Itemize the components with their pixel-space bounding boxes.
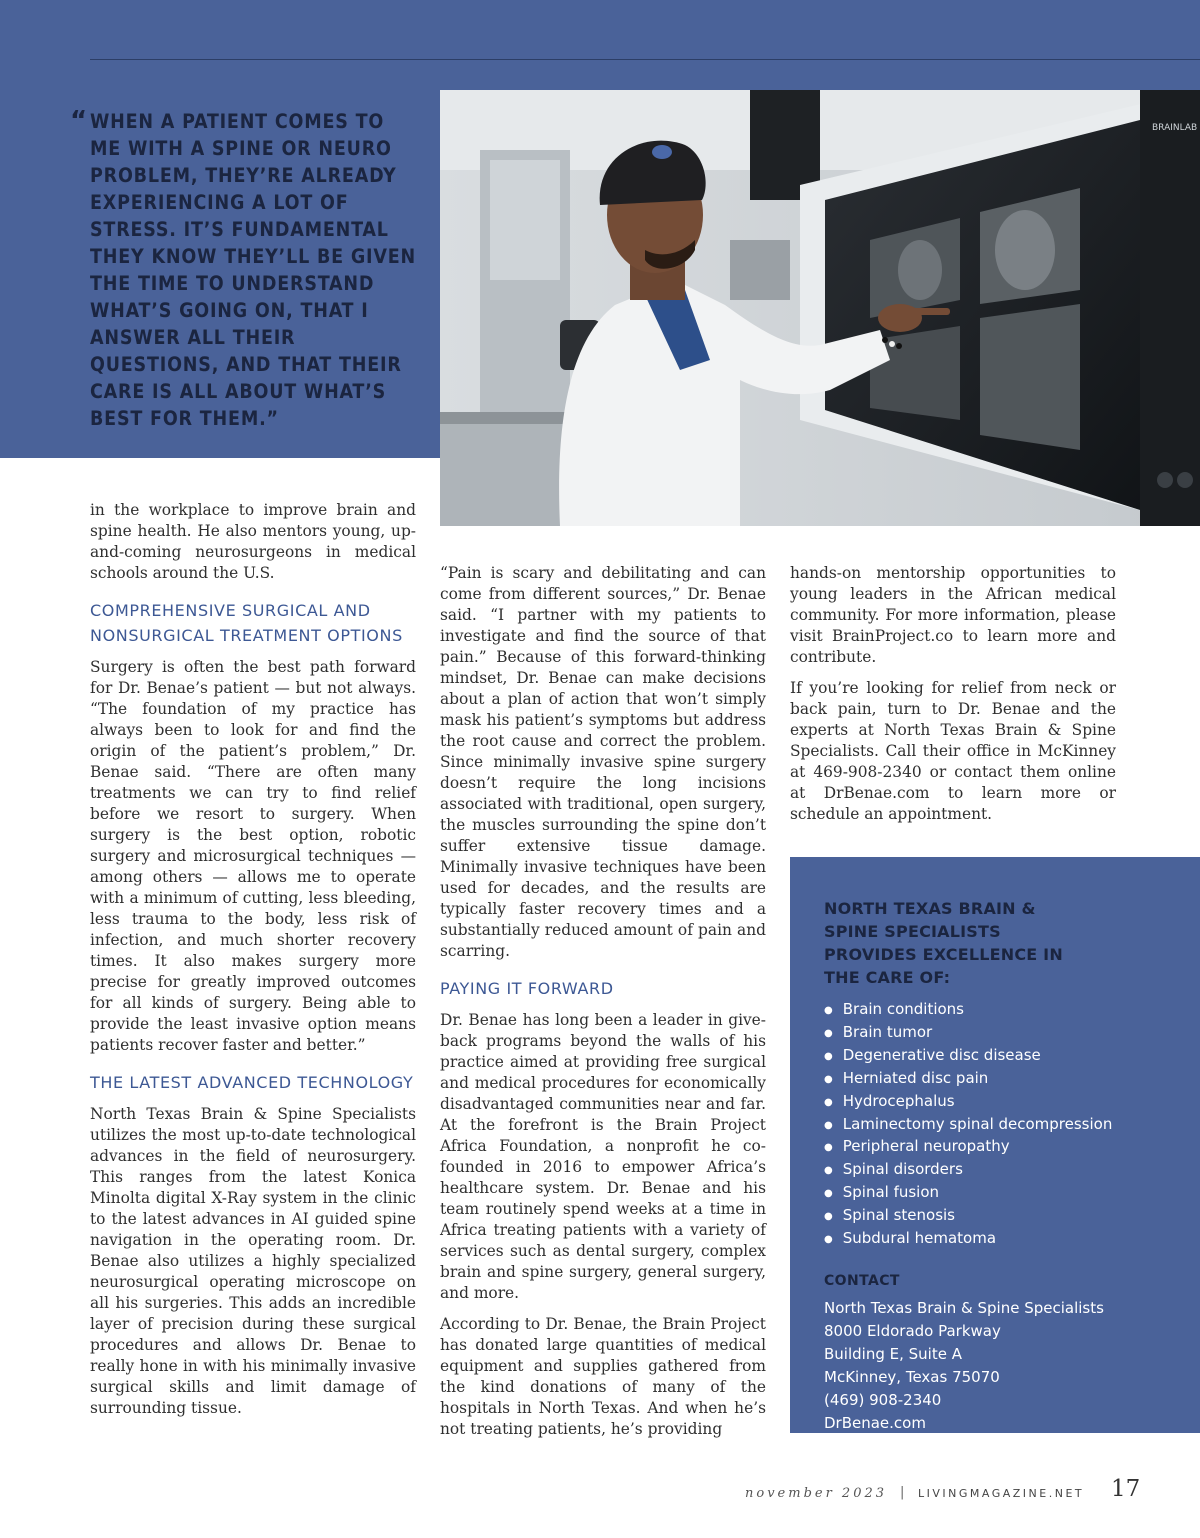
paragraph: “Pain is scary and debilitating and can come from different sources,” Dr. Benae said. “I partner with my patients to investigate and find the source of that pain.” Because of this forward-thinking mindset, Dr. Benae can make decisions about a plan of action that won’t simply mask his patient’s symptoms but address the root cause and correct the problem. Since minimally invasive spine surgery doesn’t require the long incisions associated with traditional, open surgery, the muscles surrounding the spine don’t suffer extensive tissue damage. Minimally invasive techniques have been used for decades, and the results are typically faster recovery times and a substantially reduced amount of pain and scarring.	[440, 564, 766, 960]
contact-address-line-1: 8000 Eldorado Parkway	[824, 1321, 1001, 1340]
contact-website: DrBenae.com	[824, 1413, 926, 1432]
top-rule	[90, 59, 1200, 60]
paragraph: If you’re looking for relief from neck or back pain, turn to Dr. Benae and the experts at North Texas Brain & Spine Specialists. Call their office in McKinney at 469-908-2340 or contact them online at DrBenae.com to learn more or schedule an appointment.	[790, 679, 1116, 823]
list-item: ● Hydrocephalus	[824, 1091, 1166, 1114]
paragraph: According to Dr. Benae, the Brain Project has donated large quantities of medical equipment and supplies gathered from the kind donations of many of the hospitals in North Texas. And when he’s not treating patients, he’s providing	[440, 1315, 766, 1438]
sidebar-title: NORTH TEXAS BRAIN & SPINE SPECIALISTS PROVIDES EXCELLENCE IN THE CARE OF:	[824, 899, 1063, 987]
services-sidebar	[790, 857, 1200, 1433]
magazine-site: LIVINGMAGAZINE.NET	[918, 1487, 1085, 1500]
contact-name: North Texas Brain & Spine Specialists	[824, 1298, 1104, 1317]
section-heading: COMPREHENSIVE SURGICAL AND NONSURGICAL TREATMENT OPTIONS	[90, 601, 403, 645]
doctor-photo	[440, 90, 1200, 526]
contact-block	[824, 1297, 1166, 1435]
page-footer	[745, 1476, 1145, 1506]
list-item: ● Spinal stenosis	[824, 1205, 1166, 1228]
paragraph: Surgery is often the best path forward for Dr. Benae’s patient — but not always. “The foundation of my practice has always been to look for and find the origin of the patient’s problem,” Dr. Benae said. “There are often many treatments we can try to find relief before we resort to surgery. When surgery is the best option, robotic surgery and microsurgical techniques — among others — allows me to operate with a minimum of cutting, less bleeding, less trauma to the body, less risk of infection, and much shorter recovery times. It also makes surgery more precise for greatly improved outcomes for all kinds of surgery. Being able to provide the least invasive option means patients recover faster and better.”	[90, 658, 416, 1054]
list-item: ● Herniated disc pain	[824, 1068, 1166, 1091]
list-item: ● Degenerative disc disease	[824, 1045, 1166, 1068]
issue-date: november 2023	[745, 1486, 888, 1501]
article-column-1	[90, 500, 416, 1429]
contact-heading: CONTACT	[824, 1272, 900, 1289]
section-heading: PAYING IT FORWARD	[440, 979, 614, 998]
list-item: ● Brain tumor	[824, 1022, 1166, 1045]
paragraph: Dr. Benae has long been a leader in give-back programs beyond the walls of his practice aimed at providing free surgical and medical procedures for economically disadvantaged communities near and far. At the forefront is the Brain Project Africa Foundation, a nonprofit he co-founded in 2016 to empower Africa’s healthcare system. Dr. Benae and his team routinely spend weeks at a time in Africa treating patients with a variety of services such as dental surgery, complex brain and spine surgery, general surgery, and more.	[440, 1011, 766, 1302]
list-item: ● Spinal fusion	[824, 1182, 1166, 1205]
article-column-3	[790, 563, 1116, 835]
article-column-2	[440, 563, 766, 1450]
contact-address-line-2: Building E, Suite A	[824, 1344, 962, 1363]
contact-city: McKinney, Texas 75070	[824, 1367, 1000, 1386]
list-item: ● Brain conditions	[824, 999, 1166, 1022]
footer-separator: |	[900, 1485, 905, 1500]
list-item: ● Laminectomy spinal decompression	[824, 1114, 1166, 1137]
services-list	[824, 999, 1166, 1251]
quote-mark-icon: “	[70, 106, 88, 136]
page-number: 17	[1111, 1476, 1141, 1502]
paragraph: North Texas Brain & Spine Specialists utilizes the most up-to-date technological advances in the field of neurosurgery. This ranges from the latest Konica Minolta digital X-Ray system in the clinic to the latest advances in AI guided spine navigation in the operating room. Dr. Benae also utilizes a highly specialized neurosurgical operating microscope on all his surgeries. This adds an incredible layer of precision during these surgical procedures and allows Dr. Benae to really hone in with his minimally invasive surgical skills and limit damage of surrounding tissue.	[90, 1105, 416, 1417]
list-item: ● Subdural hematoma	[824, 1228, 1166, 1251]
pull-quote: WHEN A PATIENT COMES TO ME WITH A SPINE OR NEURO PROBLEM, THEY’RE ALREADY EXPERIENCING A LOT OF STRESS. IT’S FUNDAMENTAL THEY KNOW THEY’LL BE GIVEN THE TIME TO UNDERSTAND WHAT’S GOING ON, THAT I ANSWER ALL THEIR QUESTIONS, AND THAT THEIR CARE IS ALL ABOUT WHAT’S BEST FOR THEM.”	[90, 110, 416, 430]
paragraph: hands-on mentorship opportunities to young leaders in the African medical community. For more information, please visit BrainProject.co to learn more and contribute.	[790, 564, 1116, 666]
contact-phone: (469) 908-2340	[824, 1390, 942, 1409]
section-heading: THE LATEST ADVANCED TECHNOLOGY	[90, 1073, 414, 1092]
list-item: ● Spinal disorders	[824, 1159, 1166, 1182]
screen-brand-label: BRAINLAB	[1152, 123, 1198, 133]
paragraph: in the workplace to improve brain and spine health. He also mentors young, up-and-coming neurosurgeons in medical schools around the U.S.	[90, 501, 416, 582]
list-item: ● Peripheral neuropathy	[824, 1136, 1166, 1159]
